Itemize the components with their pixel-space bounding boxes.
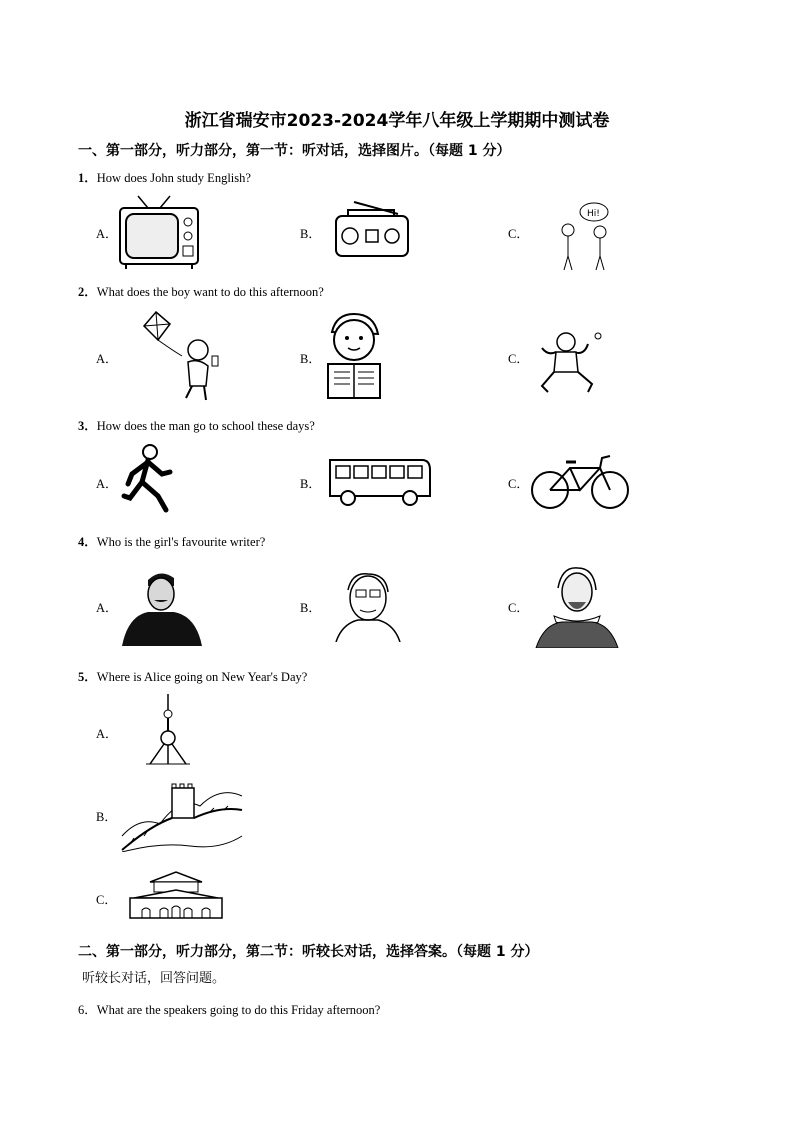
writer-portrait-1 (120, 566, 204, 646)
option-3a[interactable]: A． (96, 477, 118, 491)
kite-boy-icon (142, 310, 224, 402)
option-2b[interactable]: B． (300, 352, 321, 366)
option-5b[interactable]: B． (96, 810, 117, 824)
question-1: 1．How does John study English? (78, 171, 251, 185)
tiananmen-icon (120, 860, 232, 924)
bicycle-icon (530, 452, 630, 510)
radio-icon (334, 200, 410, 258)
option-1a[interactable]: A． (96, 227, 118, 241)
section-2-instruction: 听较长对话，回答问题。 (82, 971, 226, 986)
writer-portrait-2 (332, 570, 404, 642)
option-1b[interactable]: B． (300, 227, 321, 241)
question-2: 2．What does the boy want to do this afternoon? (78, 285, 324, 299)
baseball-player-icon (536, 326, 604, 394)
option-3c[interactable]: C． (508, 477, 529, 491)
option-2c[interactable]: C． (508, 352, 529, 366)
speech-bubble-text: Hi! (587, 209, 600, 219)
option-4b[interactable]: B． (300, 601, 321, 615)
reading-boy-icon (324, 312, 384, 402)
section-1-heading: 一、第一部分，听力部分，第一节：听对话，选择图片。（每题 1 分） (78, 143, 511, 159)
option-4c[interactable]: C． (508, 601, 529, 615)
tv-icon (118, 194, 200, 270)
page-title: 浙江省瑞安市2023-2024学年八年级上学期期中测试卷 (184, 111, 610, 131)
writer-portrait-3 (532, 562, 622, 648)
option-5a[interactable]: A． (96, 727, 118, 741)
section-2-heading: 二、第一部分，听力部分，第二节：听较长对话，选择答案。（每题 1 分） (78, 944, 539, 960)
question-3: 3．How does the man go to school these days? (78, 419, 315, 433)
option-4a[interactable]: A． (96, 601, 118, 615)
tv-tower-icon (146, 694, 190, 766)
walking-man-icon (118, 444, 184, 516)
option-2a[interactable]: A． (96, 352, 118, 366)
option-5c[interactable]: C． (96, 893, 117, 907)
option-1c[interactable]: C． (508, 227, 529, 241)
talking-people-icon (556, 200, 616, 272)
question-5: 5．Where is Alice going on New Year's Day? (78, 670, 308, 684)
question-6: 6．What are the speakers going to do this Friday afternoon? (78, 1003, 381, 1017)
question-4: 4．Who is the girl's favourite writer? (78, 535, 266, 549)
option-3b[interactable]: B． (300, 477, 321, 491)
great-wall-icon (120, 776, 244, 852)
bus-icon (326, 456, 432, 508)
